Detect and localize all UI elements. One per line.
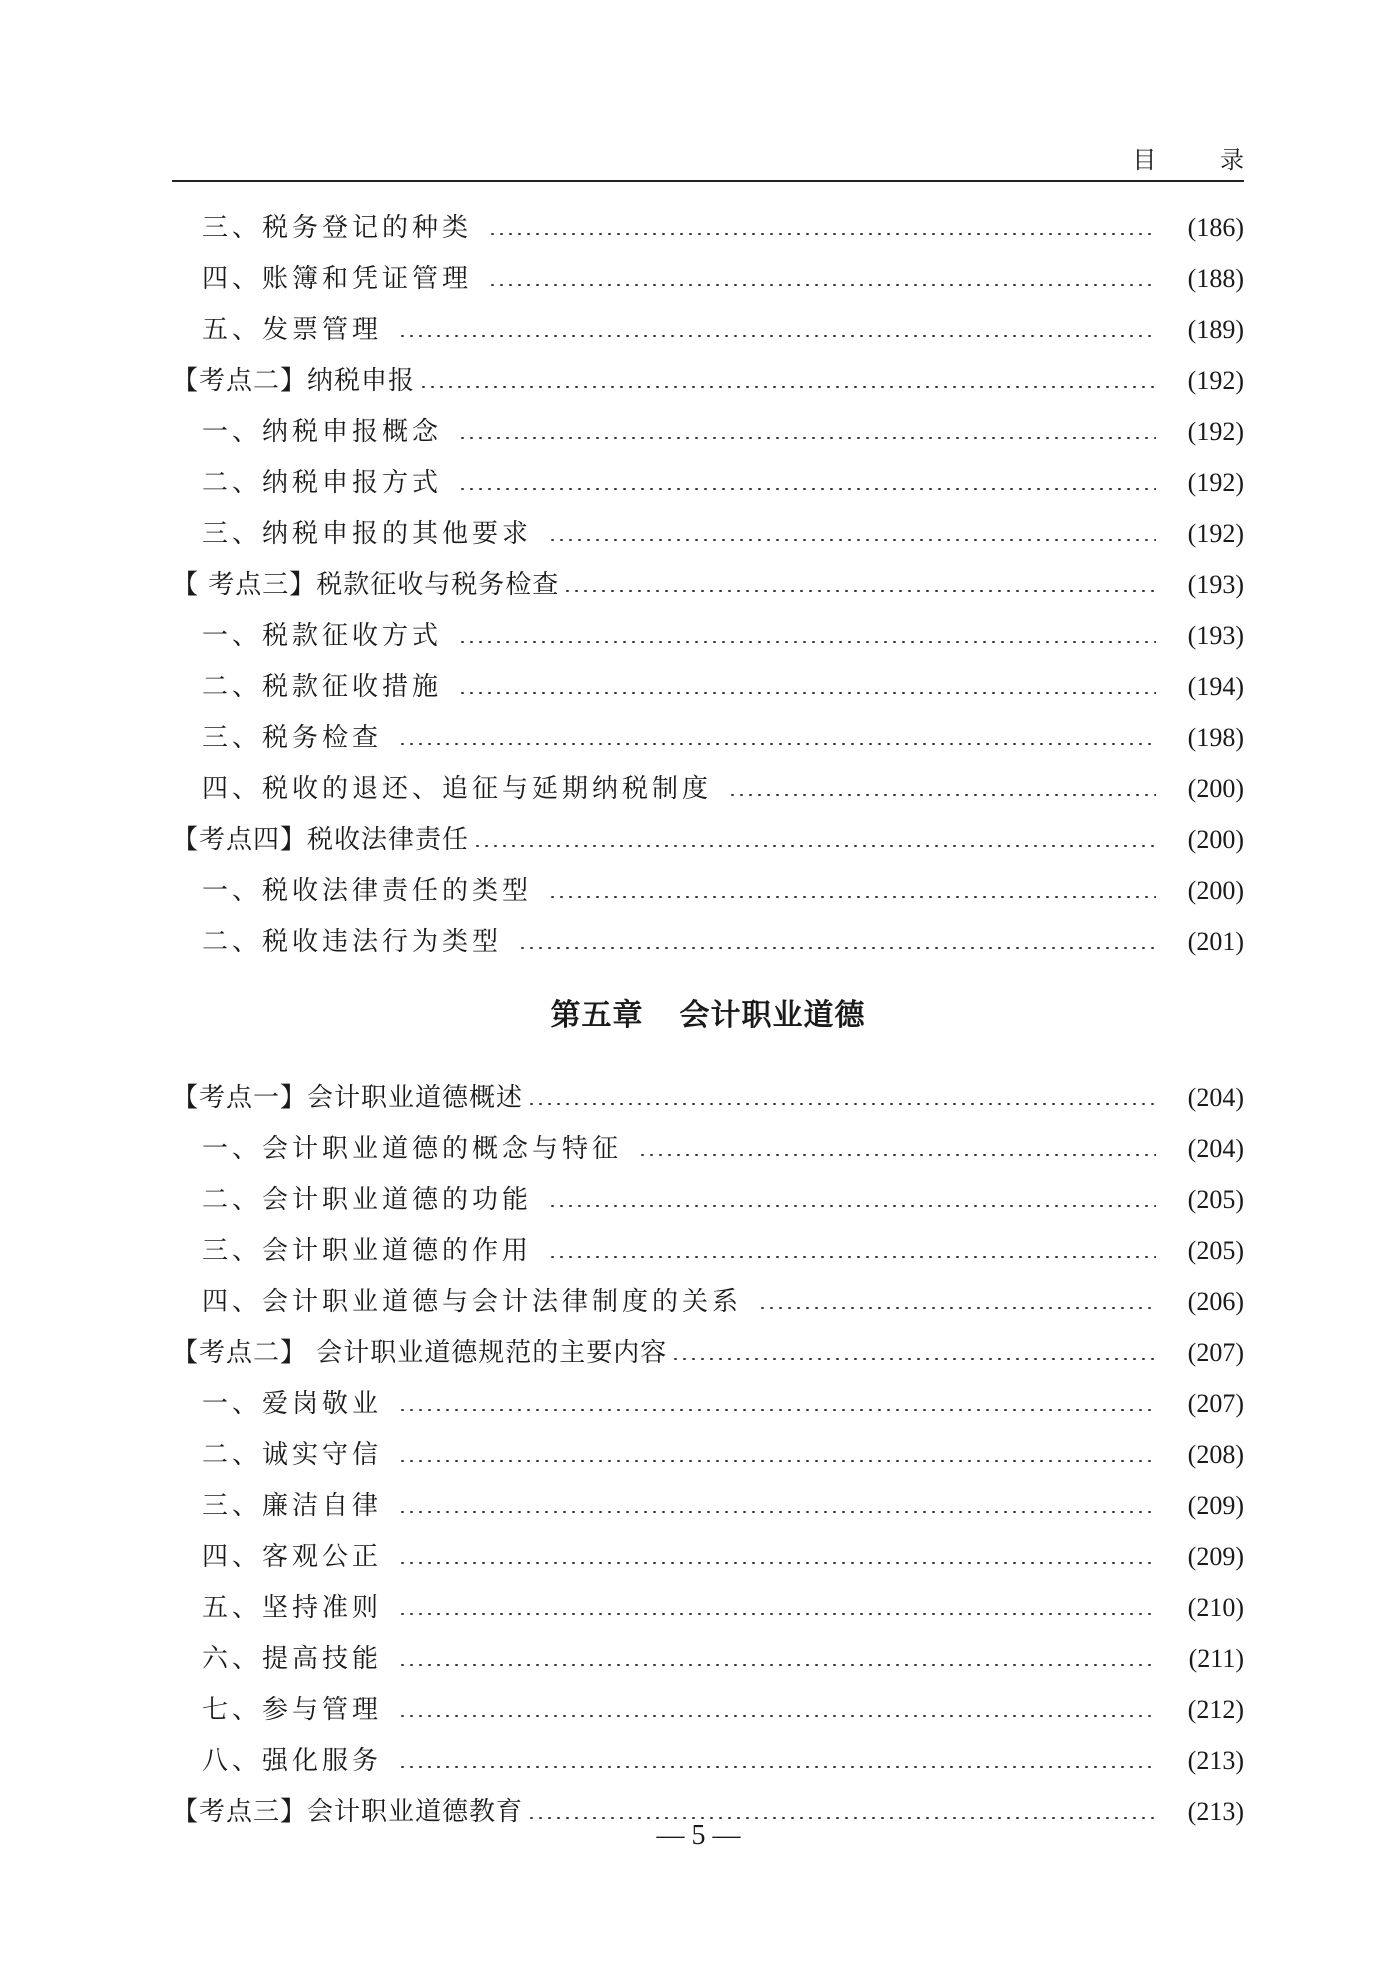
dot-leader bbox=[548, 1256, 1156, 1258]
toc-entry bbox=[172, 1735, 1244, 1786]
toc-entry-title: 四、会计职业道德与会计法律制度的关系 bbox=[202, 1287, 743, 1317]
toc-entry-title: 二、纳税申报方式 bbox=[202, 468, 443, 498]
toc-page-number: (200) bbox=[1187, 825, 1244, 854]
chapter-number: 第五章 bbox=[550, 998, 644, 1033]
toc-entry-title: 一、税款征收方式 bbox=[202, 621, 443, 651]
toc-entry bbox=[172, 1123, 1244, 1174]
toc-section-entry bbox=[172, 355, 1244, 406]
toc-entry-title: 三、纳税申报的其他要求 bbox=[202, 519, 533, 549]
toc-entry-title: 二、会计职业道德的功能 bbox=[202, 1185, 533, 1215]
toc-entry-title: 四、税收的退还、追征与延期纳税制度 bbox=[202, 774, 713, 804]
toc-entry bbox=[172, 1531, 1244, 1582]
dot-leader bbox=[548, 1205, 1156, 1207]
toc-entry-title: 【考点四】税收法律责任 bbox=[172, 825, 470, 855]
dot-leader bbox=[458, 437, 1156, 439]
toc-entry bbox=[172, 1633, 1244, 1684]
toc-entry-title: 【考点二】 会计职业道德规范的主要内容 bbox=[172, 1338, 668, 1368]
dot-leader bbox=[728, 794, 1156, 796]
toc-entry bbox=[172, 661, 1244, 712]
toc-entry-title: 二、税收违法行为类型 bbox=[202, 927, 503, 957]
toc-page-number: (209) bbox=[1187, 1542, 1244, 1571]
dot-leader bbox=[638, 1154, 1156, 1156]
toc-entry bbox=[172, 1378, 1244, 1429]
toc-page-number: (189) bbox=[1187, 315, 1244, 344]
dot-leader bbox=[458, 692, 1156, 694]
dot-leader bbox=[458, 488, 1156, 490]
toc-page-number: (204) bbox=[1187, 1134, 1244, 1163]
dot-leader bbox=[398, 1562, 1156, 1564]
dot-leader bbox=[527, 1103, 1156, 1105]
dot-leader bbox=[398, 743, 1156, 745]
dot-leader bbox=[563, 590, 1156, 592]
dot-leader bbox=[398, 1664, 1156, 1666]
toc-page-number: (208) bbox=[1187, 1440, 1244, 1469]
toc-entry-title: 三、税务登记的种类 bbox=[202, 213, 473, 243]
toc-page-number: (198) bbox=[1187, 723, 1244, 752]
toc-entry-title: 三、廉洁自律 bbox=[202, 1491, 383, 1521]
toc-page-number: (192) bbox=[1187, 366, 1244, 395]
toc-entry-title: 八、强化服务 bbox=[202, 1746, 383, 1776]
toc-page-number: (193) bbox=[1187, 621, 1244, 650]
toc-entry-title: 六、提高技能 bbox=[202, 1644, 383, 1674]
dot-leader bbox=[488, 233, 1156, 235]
chapter-heading bbox=[172, 990, 1244, 1034]
toc-page-number: (212) bbox=[1187, 1695, 1244, 1724]
toc-entry bbox=[172, 1480, 1244, 1531]
toc-entry-title: 二、诚实守信 bbox=[202, 1440, 383, 1470]
toc-entry-title: 四、账簿和凭证管理 bbox=[202, 264, 473, 294]
toc-entry bbox=[172, 1582, 1244, 1633]
toc-page-number: (209) bbox=[1187, 1491, 1244, 1520]
toc-entry bbox=[172, 916, 1244, 967]
chapter-title: 会计职业道德 bbox=[679, 998, 866, 1033]
toc-entry-title: 五、坚持准则 bbox=[202, 1593, 383, 1623]
toc-section-entry bbox=[172, 559, 1244, 610]
page-number: — 5 — bbox=[656, 1820, 741, 1851]
dot-leader bbox=[548, 896, 1156, 898]
dot-leader bbox=[419, 386, 1156, 388]
toc-entry bbox=[172, 406, 1244, 457]
header-title: 目 录 bbox=[1132, 146, 1272, 174]
toc-page-number: (204) bbox=[1187, 1083, 1244, 1112]
toc-page-number: (192) bbox=[1187, 468, 1244, 497]
toc-entry bbox=[172, 304, 1244, 355]
toc-page-number: (210) bbox=[1187, 1593, 1244, 1622]
toc-section-entry bbox=[172, 1072, 1244, 1123]
toc-page-number: (213) bbox=[1187, 1797, 1244, 1826]
toc-entry bbox=[172, 1276, 1244, 1327]
toc-entry-title: 三、会计职业道德的作用 bbox=[202, 1236, 533, 1266]
toc-page-number: (205) bbox=[1187, 1185, 1244, 1214]
dot-leader bbox=[488, 284, 1156, 286]
toc-page-number: (205) bbox=[1187, 1236, 1244, 1265]
toc-entry bbox=[172, 508, 1244, 559]
toc-section-2 bbox=[172, 1072, 1244, 1837]
toc-entry bbox=[172, 1684, 1244, 1735]
toc-entry bbox=[172, 253, 1244, 304]
toc-page-number: (213) bbox=[1187, 1746, 1244, 1775]
toc-section-entry bbox=[172, 814, 1244, 865]
toc-page-number: (188) bbox=[1187, 264, 1244, 293]
toc-page-number: (200) bbox=[1187, 876, 1244, 905]
toc-page-number: (192) bbox=[1187, 519, 1244, 548]
toc-entry bbox=[172, 763, 1244, 814]
toc-page-number: (194) bbox=[1187, 672, 1244, 701]
toc-entry-title: 一、会计职业道德的概念与特征 bbox=[202, 1134, 623, 1164]
toc-page-number: (200) bbox=[1187, 774, 1244, 803]
dot-leader bbox=[671, 1358, 1156, 1360]
toc-page-number: (207) bbox=[1187, 1389, 1244, 1418]
toc-entry bbox=[172, 457, 1244, 508]
toc-section-entry bbox=[172, 1327, 1244, 1378]
toc-page-number: (211) bbox=[1188, 1644, 1244, 1673]
toc-entry-title: 三、税务检查 bbox=[202, 723, 383, 753]
dot-leader bbox=[398, 1511, 1156, 1513]
toc-entry-title: 一、税收法律责任的类型 bbox=[202, 876, 533, 906]
toc-entry bbox=[172, 1174, 1244, 1225]
toc-page-number: (192) bbox=[1187, 417, 1244, 446]
dot-leader bbox=[398, 1460, 1156, 1462]
toc-entry-title: 四、客观公正 bbox=[202, 1542, 383, 1572]
toc-entry-title: 一、纳税申报概念 bbox=[202, 417, 443, 447]
dot-leader bbox=[527, 1817, 1156, 1819]
dot-leader bbox=[398, 1715, 1156, 1717]
toc-page-number: (201) bbox=[1187, 927, 1244, 956]
toc-page-number: (207) bbox=[1187, 1338, 1244, 1367]
toc-entry bbox=[172, 1225, 1244, 1276]
dot-leader bbox=[518, 947, 1156, 949]
dot-leader bbox=[458, 641, 1156, 643]
toc-entry bbox=[172, 865, 1244, 916]
dot-leader bbox=[548, 539, 1156, 541]
dot-leader bbox=[398, 1613, 1156, 1615]
toc-entry-title: 【 考点三】税款征收与税务检查 bbox=[172, 570, 560, 600]
toc-page-number: (206) bbox=[1187, 1287, 1244, 1316]
toc-entry bbox=[172, 712, 1244, 763]
page-header bbox=[172, 136, 1272, 182]
toc-entry-title: 一、爱岗敬业 bbox=[202, 1389, 383, 1419]
dot-leader bbox=[758, 1307, 1156, 1309]
dot-leader bbox=[473, 845, 1156, 847]
toc-entry-title: 二、税款征收措施 bbox=[202, 672, 443, 702]
dot-leader bbox=[398, 1766, 1156, 1768]
toc-entry bbox=[172, 610, 1244, 661]
toc-entry-title: 【考点三】会计职业道德教育 bbox=[172, 1797, 524, 1827]
dot-leader bbox=[398, 335, 1156, 337]
dot-leader bbox=[398, 1409, 1156, 1411]
toc-page-number: (193) bbox=[1187, 570, 1244, 599]
toc-entry bbox=[172, 202, 1244, 253]
toc-entry-title: 【考点一】会计职业道德概述 bbox=[172, 1083, 524, 1113]
toc-page-number: (186) bbox=[1187, 213, 1244, 242]
toc-entry-title: 七、参与管理 bbox=[202, 1695, 383, 1725]
toc-entry bbox=[172, 1429, 1244, 1480]
toc-entry-title: 【考点二】纳税申报 bbox=[172, 366, 416, 396]
toc-section-1 bbox=[172, 202, 1244, 967]
toc-entry-title: 五、发票管理 bbox=[202, 315, 383, 345]
